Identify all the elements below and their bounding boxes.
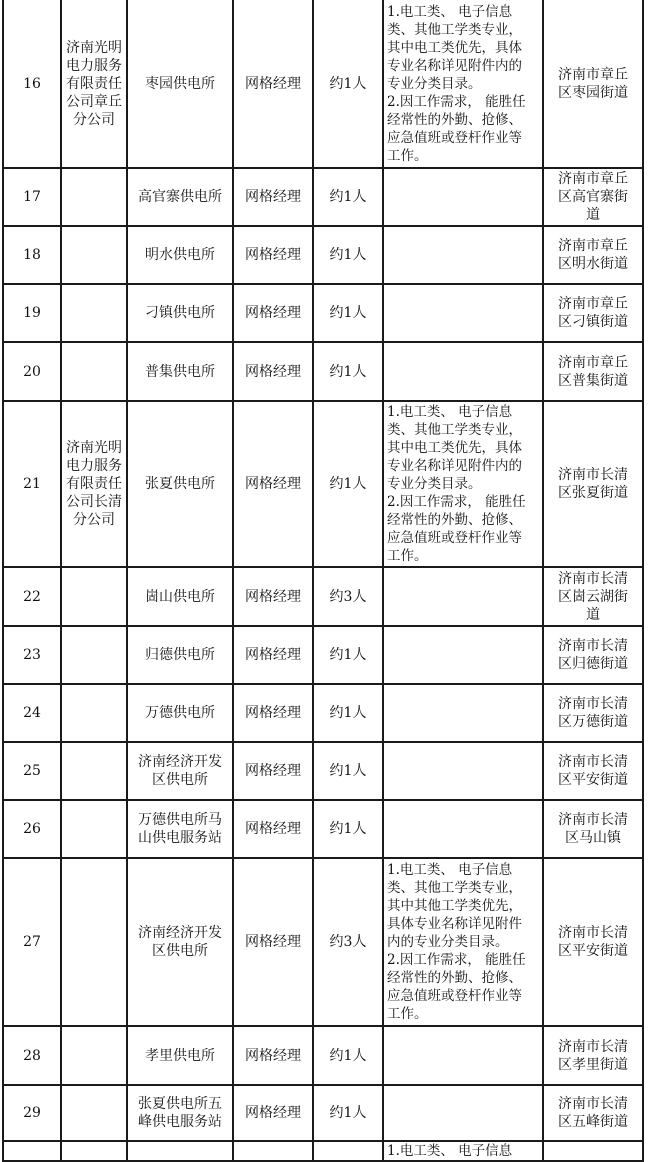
row-number-cell: [3, 1141, 61, 1161]
company-name-cell: [61, 226, 127, 284]
requirements-cell: [383, 226, 543, 284]
requirements-cell: [383, 1026, 543, 1085]
table-row: [3, 800, 643, 858]
work-location-cell: 济南市长清 区崮云湖街 道: [543, 567, 643, 626]
headcount-cell: 约1人: [313, 626, 383, 684]
work-location-cell: 济南市长清 区张夏街道: [543, 401, 643, 567]
work-location-cell: 济南市长清 区马山镇: [543, 800, 643, 858]
company-name-cell: [61, 800, 127, 858]
row-number-cell: 20: [3, 342, 61, 401]
post-name-cell: 网格经理: [233, 684, 313, 742]
headcount-cell: 约1人: [313, 1085, 383, 1141]
requirements-cell: [383, 626, 543, 684]
row-number-cell: 23: [3, 626, 61, 684]
work-location-cell: 济南市长清 区万德街道: [543, 684, 643, 742]
headcount-cell: 约3人: [313, 567, 383, 626]
post-name-cell: 网格经理: [233, 401, 313, 567]
unit-name-cell: 万德供电所马 山供电服务站: [127, 800, 233, 858]
row-number-cell: 18: [3, 226, 61, 284]
unit-name-cell: 万德供电所: [127, 684, 233, 742]
headcount-cell: 约1人: [313, 742, 383, 800]
row-number-cell: 26: [3, 800, 61, 858]
table-row: [3, 626, 643, 684]
unit-name-cell: 济南经济开发 区供电所: [127, 742, 233, 800]
headcount-cell: 约1人: [313, 800, 383, 858]
unit-name-cell: 济南经济开发 区供电所: [127, 858, 233, 1026]
company-name-cell: [61, 1085, 127, 1141]
table-row: [3, 684, 643, 742]
company-name-cell: [61, 626, 127, 684]
requirements-cell: [383, 800, 543, 858]
headcount-cell: 约1人: [313, 401, 383, 567]
company-name-cell: [61, 1026, 127, 1085]
post-name-cell: 网格经理: [233, 0, 313, 168]
company-name-cell: [61, 684, 127, 742]
table-row: [3, 168, 643, 226]
requirements-cell: [383, 567, 543, 626]
unit-name-cell: 归德供电所: [127, 626, 233, 684]
table-row-partial: [3, 1141, 643, 1161]
headcount-cell: 约1人: [313, 284, 383, 342]
row-number-cell: 29: [3, 1085, 61, 1141]
unit-name-cell: 枣园供电所: [127, 0, 233, 168]
table-row: [3, 1085, 643, 1141]
work-location-cell: 济南市章丘 区高官寨街 道: [543, 168, 643, 226]
work-location-cell: 济南市长清 区平安街道: [543, 742, 643, 800]
post-name-cell: 网格经理: [233, 742, 313, 800]
unit-name-cell: [127, 1141, 233, 1161]
post-name-cell: 网格经理: [233, 168, 313, 226]
work-location-cell: 济南市长清 区平安街道: [543, 858, 643, 1026]
table-row: [3, 342, 643, 401]
unit-name-cell: 张夏供电所: [127, 401, 233, 567]
post-name-cell: 网格经理: [233, 567, 313, 626]
table-row: [3, 284, 643, 342]
row-number-cell: 19: [3, 284, 61, 342]
table-row: [3, 226, 643, 284]
table-row: [3, 0, 643, 168]
work-location-cell: 济南市章丘 区普集街道: [543, 342, 643, 401]
requirements-cell: 1.电工类、 电子信息 类、其他工学类专业， 其中其他工学类优先， 具体专业名称详见附件 内的专业分类目录。 2.因工作需求， 能胜任 经常性的外勤、抢修、 应急值班或登杆作业等 工作。: [383, 858, 543, 1026]
work-location-cell: 济南市章丘 区明水街道: [543, 226, 643, 284]
requirements-cell: 1.电工类、 电子信息 类、其他工学类专业， 其中电工类优先，具体 专业名称详见附件内的 专业分类目录。 2.因工作需求， 能胜任 经常性的外勤、抢修、 应急值班或登杆作业等 工作。: [383, 401, 543, 567]
company-name-cell: 济南光明 电力服务 有限责任 公司章丘 分公司: [61, 0, 127, 168]
row-number-cell: 24: [3, 684, 61, 742]
unit-name-cell: 刁镇供电所: [127, 284, 233, 342]
post-name-cell: 网格经理: [233, 626, 313, 684]
work-location-cell: 济南市长清 区孝里街道: [543, 1026, 643, 1085]
requirements-cell: 1.电工类、 电子信息: [383, 1141, 543, 1161]
company-name-cell: [61, 1141, 127, 1161]
post-name-cell: 网格经理: [233, 858, 313, 1026]
post-name-cell: 网格经理: [233, 1026, 313, 1085]
requirements-cell: [383, 284, 543, 342]
post-name-cell: 网格经理: [233, 800, 313, 858]
requirements-cell: [383, 168, 543, 226]
work-location-cell: [543, 1141, 643, 1161]
row-number-cell: 17: [3, 168, 61, 226]
unit-name-cell: 孝里供电所: [127, 1026, 233, 1085]
headcount-cell: 约1人: [313, 1026, 383, 1085]
requirements-cell: [383, 1085, 543, 1141]
row-number-cell: 25: [3, 742, 61, 800]
unit-name-cell: 高官寨供电所: [127, 168, 233, 226]
headcount-cell: 约1人: [313, 342, 383, 401]
company-name-cell: [61, 742, 127, 800]
work-location-cell: 济南市章丘 区刁镇街道: [543, 284, 643, 342]
table-row: [3, 401, 643, 567]
row-number-cell: 22: [3, 567, 61, 626]
unit-name-cell: 崮山供电所: [127, 567, 233, 626]
unit-name-cell: 普集供电所: [127, 342, 233, 401]
company-name-cell: [61, 342, 127, 401]
row-number-cell: 28: [3, 1026, 61, 1085]
work-location-cell: 济南市章丘 区枣园街道: [543, 0, 643, 168]
table-row: [3, 858, 643, 1026]
post-name-cell: 网格经理: [233, 342, 313, 401]
row-number-cell: 21: [3, 401, 61, 567]
post-name-cell: 网格经理: [233, 1085, 313, 1141]
row-number-cell: 16: [3, 0, 61, 168]
requirements-cell: [383, 684, 543, 742]
requirements-cell: [383, 742, 543, 800]
headcount-cell: 约1人: [313, 684, 383, 742]
row-number-cell: 27: [3, 858, 61, 1026]
unit-name-cell: 张夏供电所五 峰供电服务站: [127, 1085, 233, 1141]
recruitment-table: [2, 0, 644, 1162]
company-name-cell: [61, 858, 127, 1026]
table-row: [3, 742, 643, 800]
headcount-cell: 约3人: [313, 858, 383, 1026]
work-location-cell: 济南市长清 区归德街道: [543, 626, 643, 684]
headcount-cell: 约1人: [313, 0, 383, 168]
unit-name-cell: 明水供电所: [127, 226, 233, 284]
headcount-cell: 约1人: [313, 226, 383, 284]
company-name-cell: 济南光明 电力服务 有限责任 公司长清 分公司: [61, 401, 127, 567]
company-name-cell: [61, 168, 127, 226]
headcount-cell: 约1人: [313, 168, 383, 226]
company-name-cell: [61, 284, 127, 342]
post-name-cell: 网格经理: [233, 226, 313, 284]
requirements-cell: [383, 342, 543, 401]
post-name-cell: [233, 1141, 313, 1161]
post-name-cell: 网格经理: [233, 284, 313, 342]
requirements-cell: 1.电工类、 电子信息 类、其他工学类专业， 其中电工类优先，具体 专业名称详见附件内的 专业分类目录。 2.因工作需求， 能胜任 经常性的外勤、抢修、 应急值班或登杆作业等 工作。: [383, 0, 543, 168]
headcount-cell: [313, 1141, 383, 1161]
work-location-cell: 济南市长清 区五峰街道: [543, 1085, 643, 1141]
company-name-cell: [61, 567, 127, 626]
table-row: [3, 567, 643, 626]
table-row: [3, 1026, 643, 1085]
